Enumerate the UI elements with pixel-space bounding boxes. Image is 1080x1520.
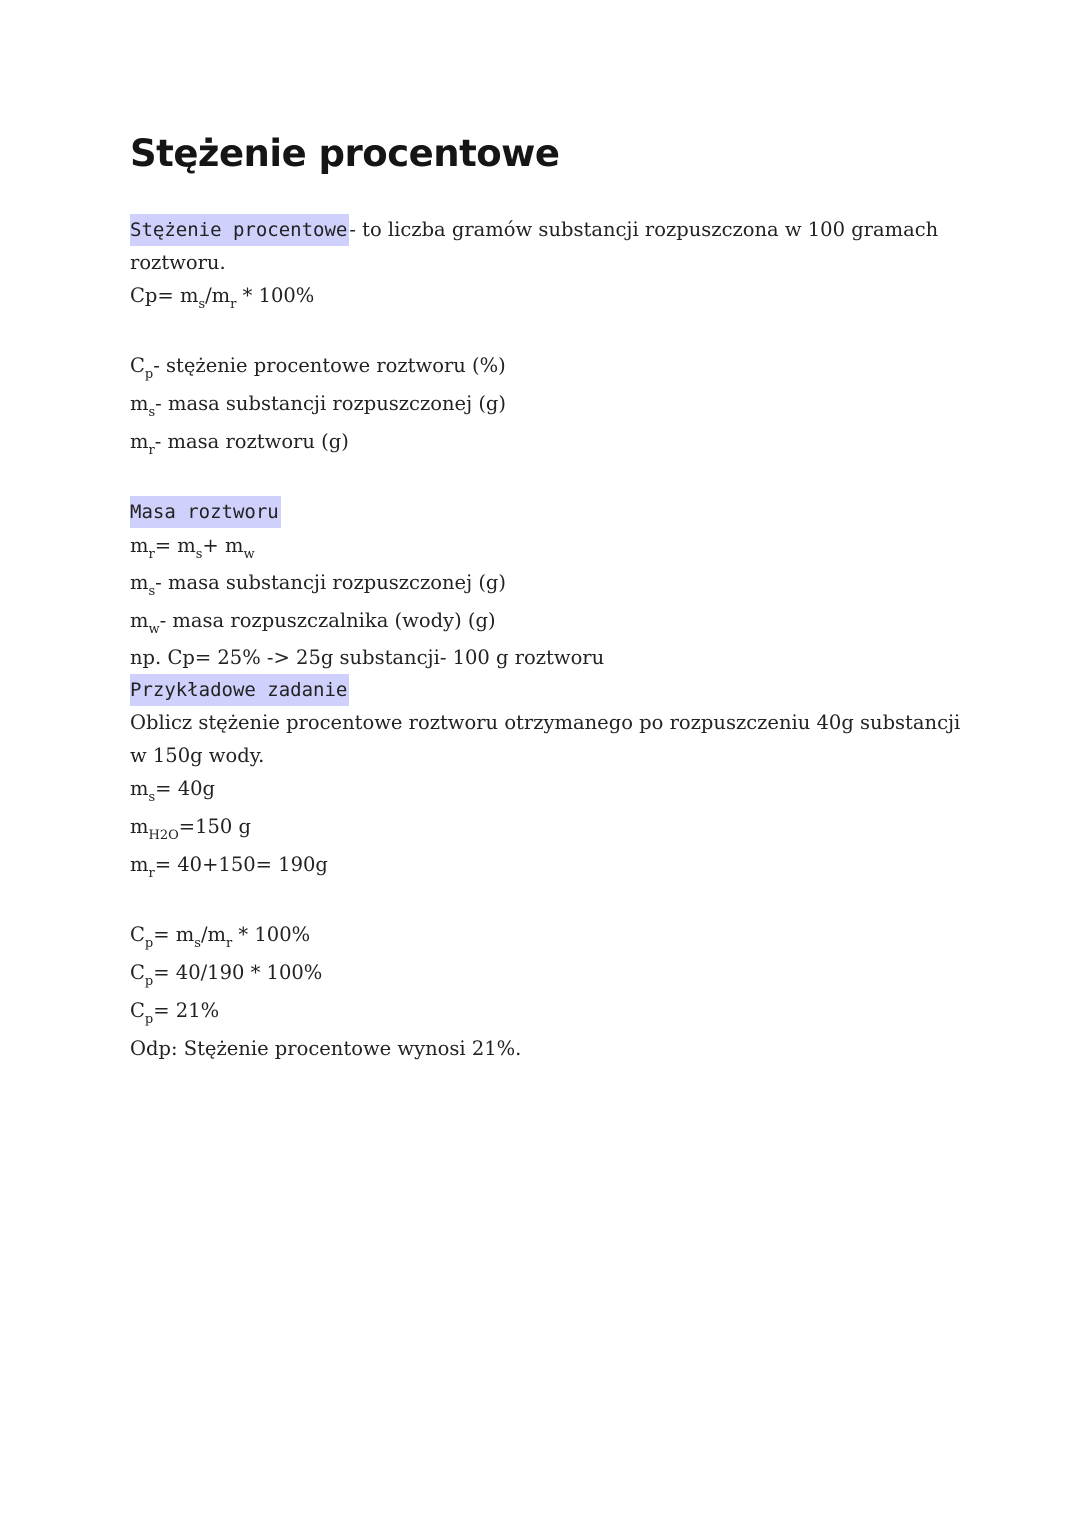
legend-item-cp: $C_p-$ stężenie procentowe roztworu (%) [130, 354, 506, 382]
definition-text: - to liczba gramów substancji rozpuszczona w 100 gramach [349, 218, 939, 241]
calc-line-3: $C_p= 21\%$ [130, 999, 220, 1027]
task-section-heading: Przykładowe zadanie [130, 677, 349, 703]
mass-formula: $m_r= m_s+ m_w$ [130, 534, 255, 562]
given-mr: $m_r= 40+150= 190g$ [130, 853, 328, 881]
mass-section-heading: Masa roztworu [130, 499, 281, 525]
definition-line [130, 217, 938, 243]
mass-item-mw: $m_w-$ masa rozpuszczalnika (wody) (g) [130, 609, 496, 637]
legend-item-ms: $m_s-$ masa substancji rozpuszczonej (g) [130, 392, 507, 420]
given-mh2o: $m_{H2O}=150$ g [130, 815, 252, 843]
definition-line-2: roztworu. [130, 251, 226, 274]
answer-line: Odp: Stężenie procentowe wynosi 21%. [130, 1037, 522, 1060]
definition-term-highlight: Stężenie procentowe [130, 214, 349, 246]
mass-item-ms: $m_s-$ masa substancji rozpuszczonej (g) [130, 571, 507, 599]
mass-example: np. Cp= 25% -> 25g substancji- 100 g roztworu [130, 646, 605, 669]
page-title: Stężenie procentowe [130, 132, 560, 175]
calc-line-1: $C_p= m_s/m_r * 100\%$ [130, 923, 311, 951]
legend-item-mr: $m_r-$ masa roztworu (g) [130, 430, 349, 458]
given-ms: $m_s= 40g$ [130, 777, 216, 805]
main-formula: $Cp= m_s/m_r * 100\%$ [130, 284, 315, 312]
calc-line-2: $C_p= 40/190 * 100\%$ [130, 961, 323, 989]
task-text-1: Oblicz stężenie procentowe roztworu otrzymanego po rozpuszczeniu 40g substancji [130, 711, 961, 734]
task-text-2: w 150g wody. [130, 744, 265, 767]
